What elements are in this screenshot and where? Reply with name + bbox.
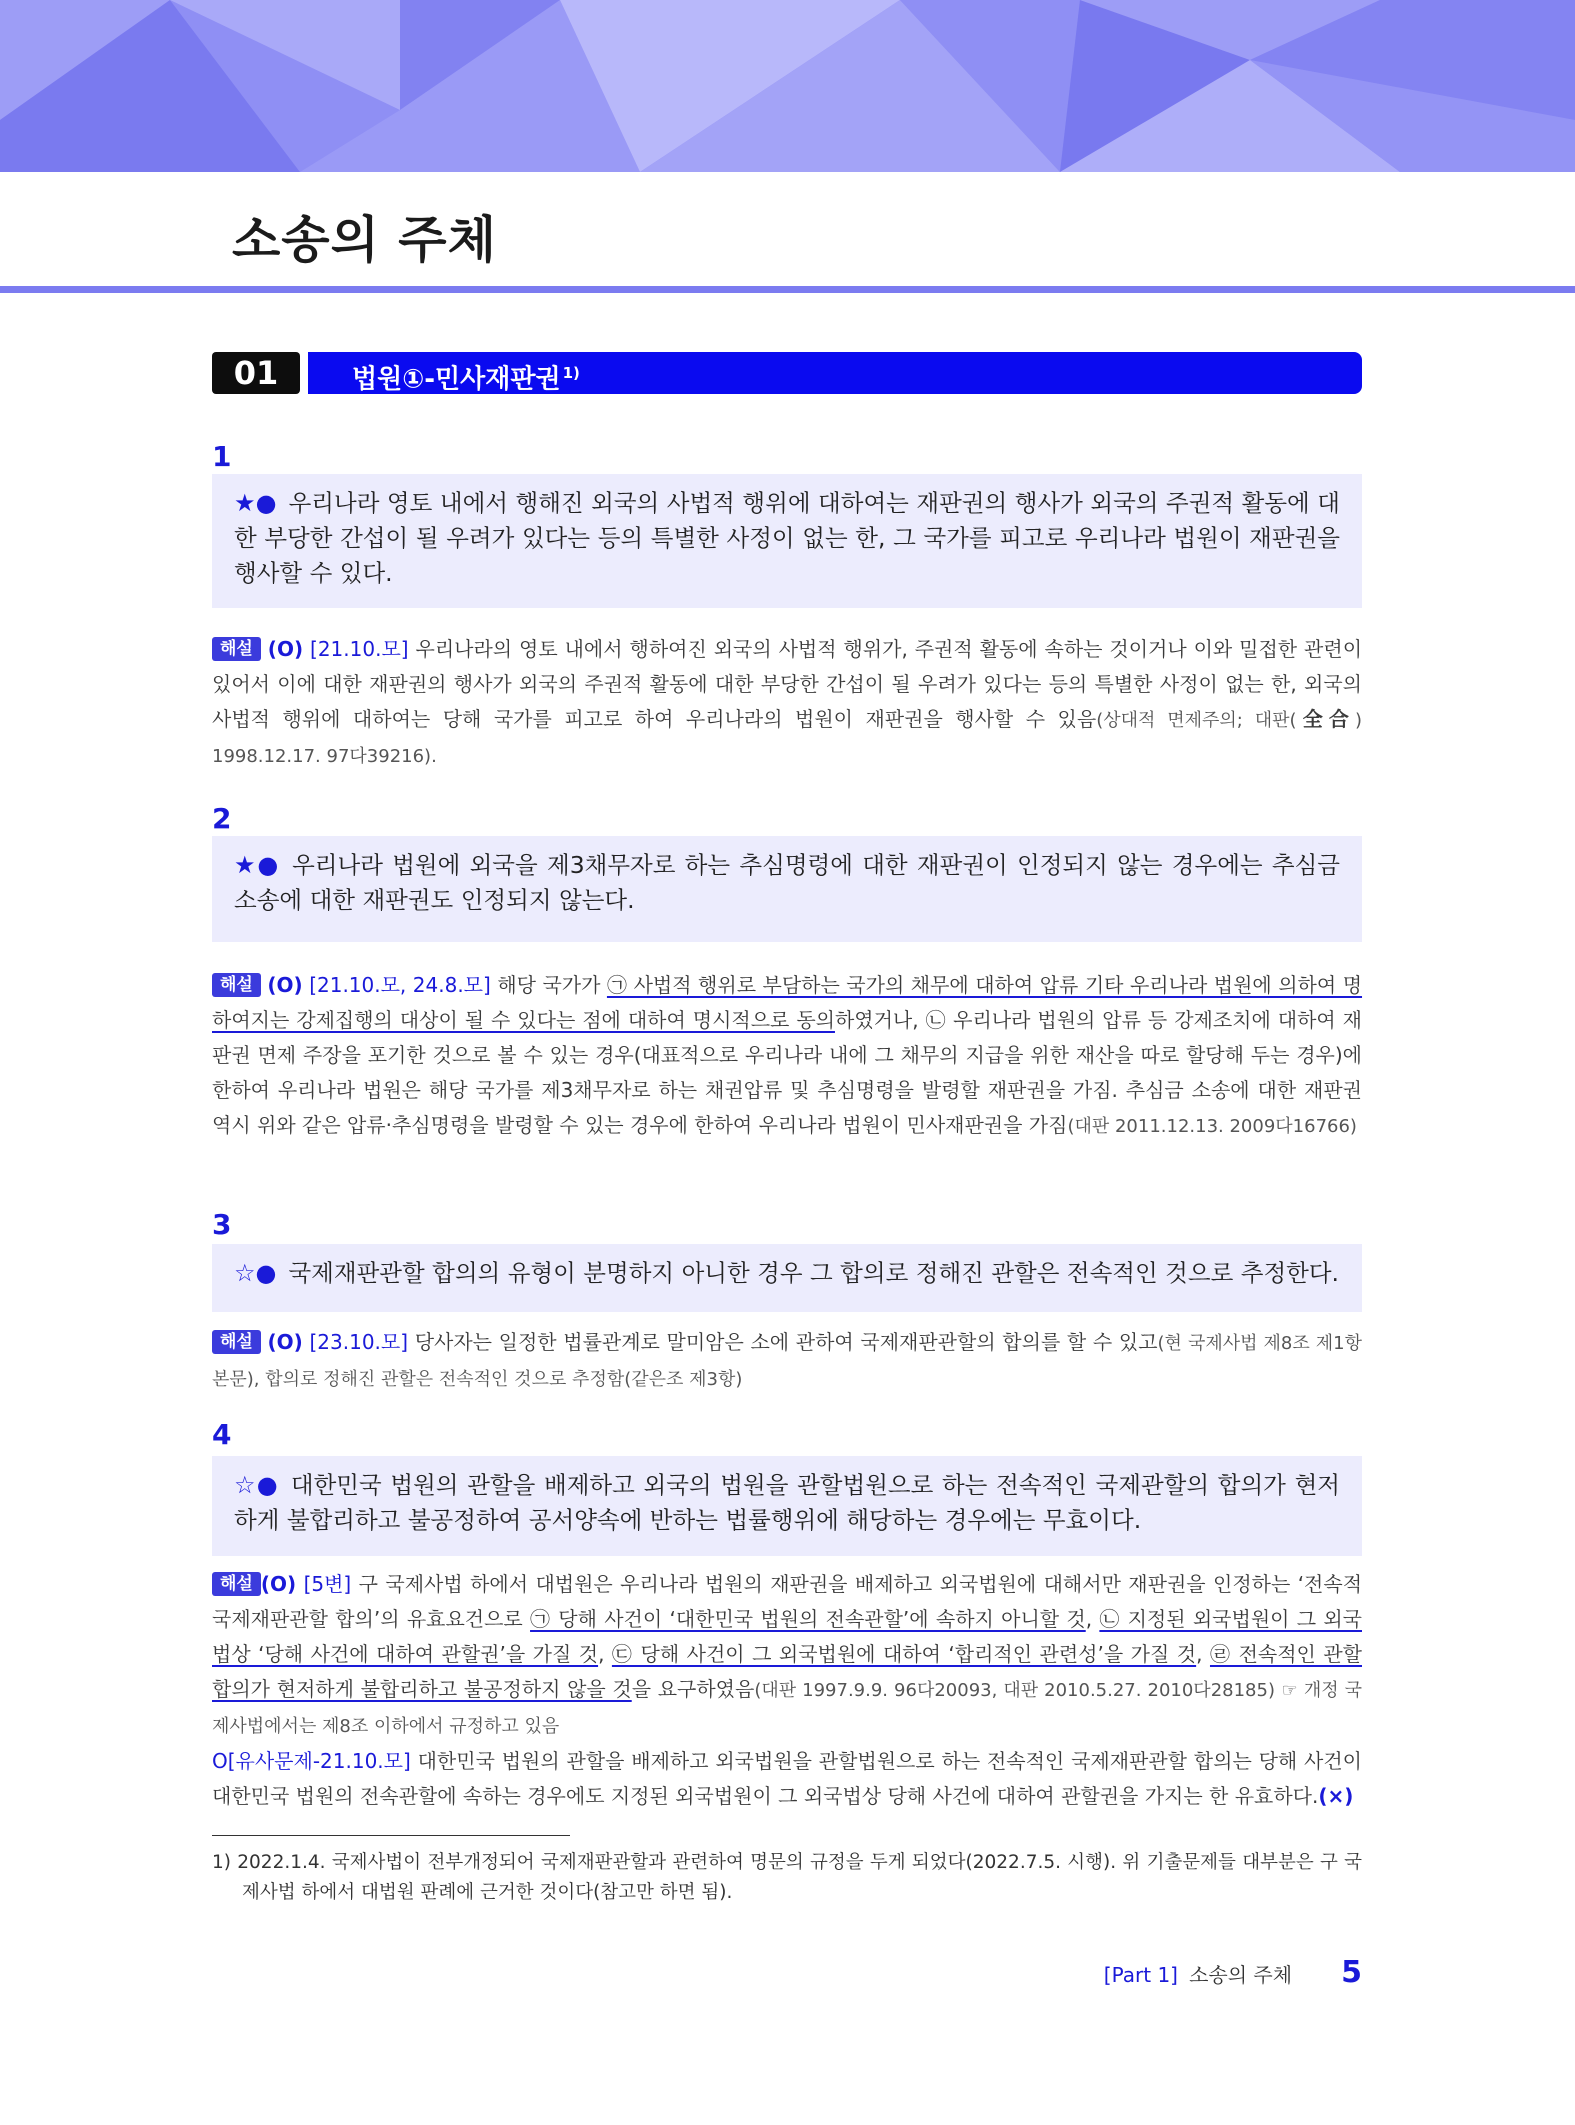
explanation-4 — [212, 1567, 1362, 1814]
question-statement: 우리나라 법원에 외국을 제3채무자로 하는 추심명령에 대한 재판권이 인정되지 않는 경우에는 추심금 소송에 대한 재판권도 인정되지 않는다. — [234, 851, 1340, 914]
section-title: 법원①-민사재판권 — [352, 364, 561, 395]
citation-prefix: (상대적 면제주의; 대판( — [1096, 710, 1297, 731]
citation: (대판 2011.12.13. 2009다16766) — [1067, 1116, 1357, 1137]
similar-question-text: 대한민국 법원의 관할을 배제하고 외국법원을 관할법원으로 하는 전속적인 국제재판관할 합의는 당해 사건이 대한민국 법원의 전속관할에 속하는 경우에도 지정된 외국법원이 그 외국법상 당해 사건에 대하여 관할권을 가지는 한 유효하다. — [212, 1749, 1362, 1808]
question-statement: 대한민국 법원의 관할을 배제하고 외국의 법원을 관할법원으로 하는 전속적인 국제관할의 합의가 현저하게 불합리하고 불공정하여 공서양속에 반하는 법률행위에 해당하는 경우에는 무효이다. — [234, 1471, 1340, 1534]
importance-marks: ★● — [234, 851, 281, 879]
footer-chapter-title: 소송의 주체 — [1189, 1963, 1293, 1987]
section-title-wrap — [352, 352, 580, 401]
revision-note: ☞ 개정 국제사법에서는 제8조 이하에서 규정하고 있음 — [212, 1680, 1363, 1737]
question-box-4 — [212, 1456, 1362, 1556]
question-number-3: 3 — [212, 1208, 232, 1241]
footnote-divider — [212, 1835, 570, 1836]
title-divider — [0, 286, 1575, 293]
explanation-tag: 해설 — [212, 1330, 261, 1354]
explanation-text: 우리나라의 영토 내에서 행하여진 외국의 사법적 행위가, 주권적 활동에 속하는 것이거나 이와 밀접한 관련이 있어서 이에 대한 재판권의 행사가 외국의 주권적 활동에 대한 부당한 간섭이 될 우려가 있다는 등의 특별한 사정이 없는 한, 외국의 사법적 행위에 대하여는 당해 국가를 피고로 하여 우리나라의 법원이 재판권을 행사할 수 있음 — [212, 637, 1363, 731]
page-title: 소송의 주체 — [232, 211, 497, 269]
explanation-tag: 해설 — [212, 1572, 261, 1596]
explanation-text-d: , — [1196, 1642, 1210, 1666]
explanation-3 — [212, 1325, 1362, 1397]
exam-source: [23.10.모] — [309, 1330, 409, 1354]
question-text-1 — [234, 486, 1340, 591]
exam-source: [21.10.모] — [310, 637, 409, 661]
question-text-4 — [234, 1468, 1340, 1538]
importance-marks: ★● — [234, 489, 277, 517]
citation: (현 국제사법 제8조 제1항 본문), 합의로 정해진 관할은 전속적인 것으로 추정함(같은조 제3항) — [212, 1333, 1363, 1390]
explanation-text-b: , — [1085, 1607, 1100, 1631]
explanation-text-c: , — [598, 1642, 612, 1666]
footer-part-label: [Part 1] — [1103, 1963, 1178, 1987]
banner-triangles — [0, 0, 1575, 172]
section-number: 01 — [212, 352, 300, 394]
explanation-text: 당사자는 일정한 법률관계로 말미암은 소에 관하여 국제재판관할의 합의를 할 수 있고 — [414, 1330, 1158, 1354]
similar-question-label: O[유사문제-21.10.모] — [212, 1749, 411, 1773]
citation: (대판 1997.9.9. 96다20093, 대판 2010.5.27. 2010다28185) — [754, 1680, 1275, 1701]
page-number: 5 — [1341, 1955, 1362, 1990]
answer-mark: (O) — [260, 1572, 297, 1596]
citation-suffix: ) 1998.12.17. 97다39216). — [212, 710, 1363, 767]
explanation-2 — [212, 968, 1362, 1144]
section-footnote-ref: 1) — [562, 364, 580, 382]
exam-source: [5변] — [303, 1572, 352, 1596]
question-box-3 — [212, 1244, 1362, 1312]
answer-mark: (O) — [267, 637, 304, 661]
importance-marks: ☆● — [234, 1471, 279, 1499]
page-footer — [1104, 1955, 1362, 1995]
citation-bold: 全合 — [1296, 707, 1355, 731]
underlined-phrase: ㉡ 지정된 외국법원이 그 외국법상 ‘당해 사건에 대하여 관할권’을 가질 것 — [212, 1607, 1362, 1666]
similar-answer-mark: (×) — [1318, 1784, 1354, 1808]
section-title-bar — [308, 352, 1362, 394]
underlined-phrase: ㉣ 전속적인 관할 합의가 현저하게 불합리하고 불공정하지 않을 것 — [212, 1642, 1362, 1701]
question-statement: 국제재판관할 합의의 유형이 분명하지 아니한 경우 그 합의로 정해진 관할은 전속적인 것으로 추정한다. — [288, 1259, 1340, 1287]
question-statement: 우리나라 영토 내에서 행해진 외국의 사법적 행위에 대하여는 재판권의 행사가 외국의 주권적 활동에 대한 부당한 간섭이 될 우려가 있다는 등의 특별한 사정이 없는 한, 그 국가를 피고로 우리나라 법원이 재판권을 행사할 수 있다. — [234, 489, 1340, 587]
underlined-phrase: ㉢ 당해 사건이 그 외국법원에 대하여 ‘합리적인 관련성’을 가질 것 — [611, 1642, 1197, 1666]
section-header — [212, 352, 1362, 394]
exam-source: [21.10.모, 24.8.모] — [309, 973, 491, 997]
explanation-1 — [212, 632, 1362, 774]
question-box-2 — [212, 836, 1362, 942]
footnote: 1) 2022.1.4. 국제사법이 전부개정되어 국제재판관할과 관련하여 명문의 규정을 두게 되었다(2022.7.5. 시행). 위 기출문제들 대부분은 구 국제사법 하에서 대법원 판례에 근거한 것이다(참고만 하면 됨). — [212, 1852, 1362, 1903]
explanation-text-a: 구 국제사법 하에서 대법원은 우리나라 법원의 재판권을 배제하고 외국법원에 대해서만 재판권을 인정하는 ‘전속적 국제재판관할 합의’의 유효요건으로 — [212, 1572, 1363, 1631]
underlined-phrase: ㉠ 당해 사건이 ‘대한민국 법원의 전속관할’에 속하지 아니할 것 — [530, 1607, 1086, 1631]
question-text-2 — [234, 848, 1340, 918]
title-area — [0, 172, 1575, 292]
question-number-1: 1 — [212, 440, 232, 473]
answer-mark: (O) — [267, 973, 303, 997]
question-box-1 — [212, 474, 1362, 608]
explanation-text-b: 하였거나, ㉡ 우리나라 법원의 압류 등 강제조치에 대하여 재판권 면제 주장을 포기한 것으로 볼 수 있는 경우(대표적으로 우리나라 내에 그 채무의 지급을 위한 재산을 따로 할당해 두는 경우)에 한하여 우리나라 법원은 해당 국가를 제3채무자로 하는 채권압류 및 추심명령을 발령할 재판권을 가짐. 추심금 소송에 대한 재판권 역시 위와 같은 압류·추심명령을 발령할 수 있는 경우에 한하여 우리나라 법원이 민사재판권을 가짐 — [212, 1008, 1363, 1137]
importance-marks: ☆● — [234, 1259, 277, 1287]
decorative-banner — [0, 0, 1575, 172]
question-number-4: 4 — [212, 1418, 232, 1451]
underlined-phrase: ㉠ 사법적 행위로 부담하는 국가의 채무에 대하여 압류 기타 우리나라 법원에 의하여 명하여지는 강제집행의 대상이 될 수 있다는 점에 대하여 명시적으로 동의 — [212, 973, 1363, 1032]
explanation-tag: 해설 — [212, 973, 261, 997]
question-number-2: 2 — [212, 802, 232, 835]
explanation-text-a: 해당 국가가 — [497, 973, 607, 997]
question-text-3 — [234, 1256, 1340, 1291]
explanation-text-e: 을 요구하였음 — [631, 1677, 755, 1701]
answer-mark: (O) — [267, 1330, 303, 1354]
explanation-tag: 해설 — [212, 637, 261, 661]
